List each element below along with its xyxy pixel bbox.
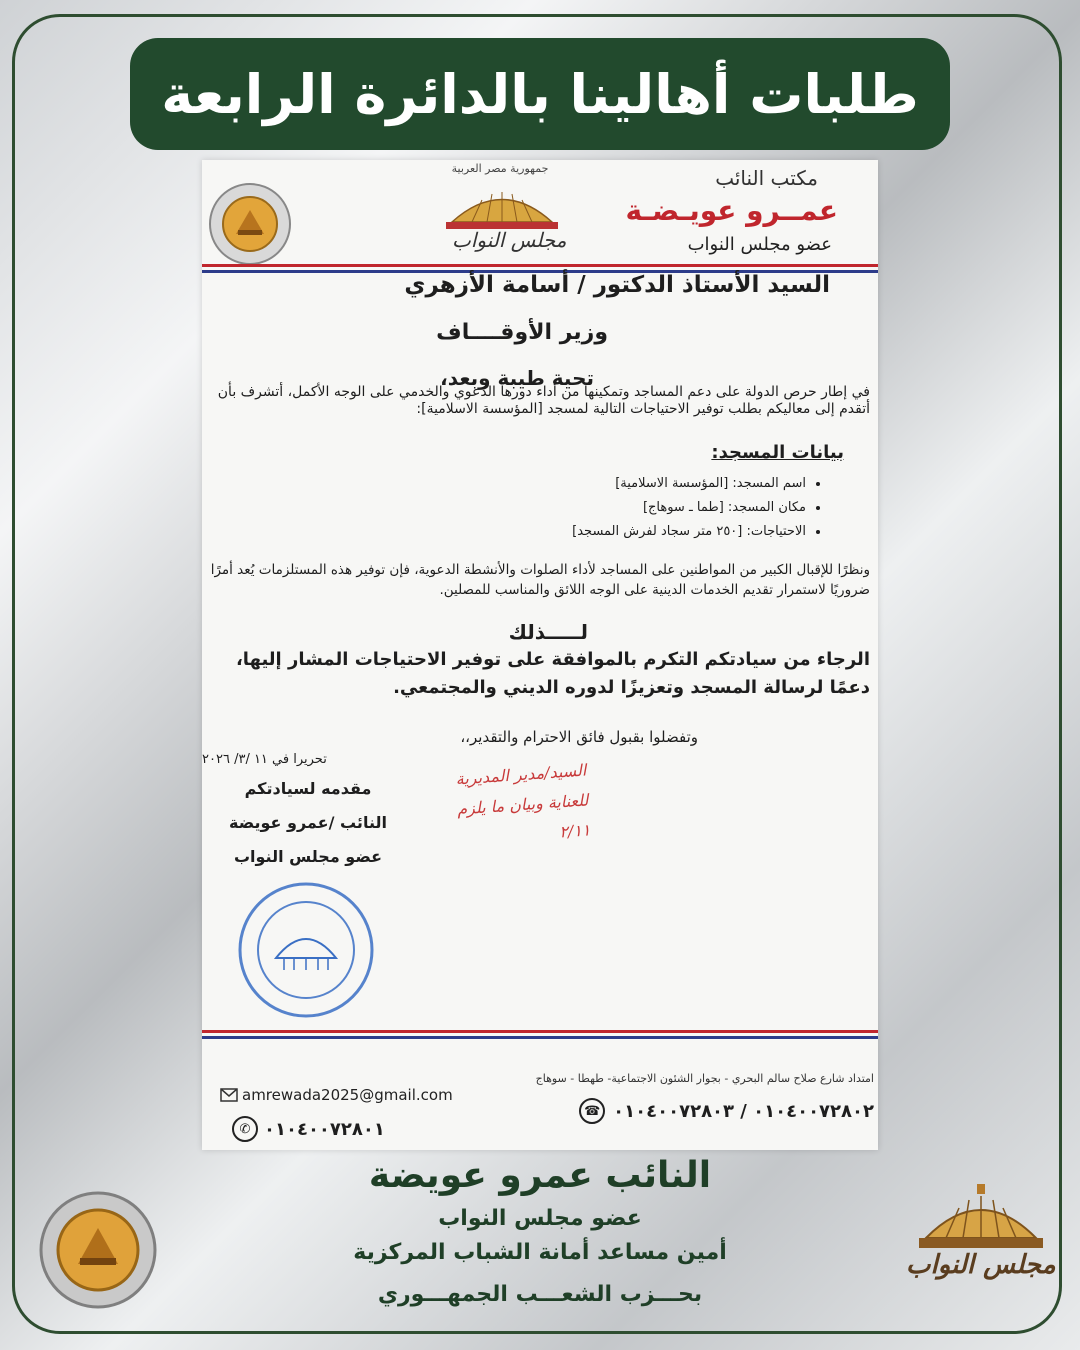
list-item: • الاحتياجات: [٢٥٠ متر سجاد لفرش المسجد] bbox=[572, 520, 806, 544]
footer-whatsapp bbox=[232, 1116, 385, 1142]
therefore-heading: لـــــذلك bbox=[508, 620, 588, 644]
header-divider-red bbox=[202, 264, 878, 267]
sender-line: عضو مجلس النواب bbox=[233, 847, 383, 866]
list-item: • مكان المسجد: [طما ـ سوهاج] bbox=[572, 496, 806, 520]
bottom-line: عضو مجلس النواب bbox=[438, 1206, 642, 1231]
emblem-caption: جمهورية مصر العربية bbox=[451, 162, 549, 175]
section-title: بيانات المسجد: bbox=[711, 442, 844, 463]
footer-divider-red bbox=[202, 1030, 878, 1033]
party-coin-logo-icon bbox=[38, 1190, 158, 1310]
header-member: عضو مجلس النواب bbox=[687, 234, 832, 255]
mail-icon bbox=[220, 1088, 238, 1102]
whatsapp-text: ٠١٠٤٠٠٧٢٨٠١ bbox=[264, 1118, 385, 1140]
bottom-line: بحـــزب الشعـــب الجمهـــوري bbox=[377, 1282, 703, 1307]
greeting: تحية طيبة وبعد، bbox=[440, 366, 594, 390]
handwritten-line: السيد/مدير المديرية bbox=[454, 760, 587, 789]
email-text: amrewada2025@gmail.com bbox=[242, 1086, 453, 1104]
footer-divider-blue bbox=[202, 1036, 878, 1039]
parliament-dome-icon bbox=[432, 182, 572, 232]
header-office: مكتب النائب bbox=[715, 166, 818, 190]
list-item: • اسم المسجد: [المؤسسة الاسلامية] bbox=[572, 472, 806, 496]
phones-text: ٠١٠٤٠٠٧٢٨٠٢ / ٠١٠٤٠٠٧٢٨٠٣ bbox=[613, 1100, 874, 1122]
closing-line: وتفضلوا بقبول فائق الاحترام والتقدير،، bbox=[460, 728, 698, 746]
emblem-calligraphy: مجلس النواب bbox=[452, 228, 567, 252]
bottom-line: أمين مساعد أمانة الشباب المركزية bbox=[353, 1240, 727, 1265]
header-mp-name: عمــرو عويـضـة bbox=[625, 194, 838, 227]
whatsapp-icon: ✆ bbox=[232, 1116, 258, 1142]
handwritten-note bbox=[454, 756, 591, 855]
mosque-details-list bbox=[572, 472, 824, 544]
title-banner: طلبات أهالينا بالدائرة الرابعة bbox=[130, 38, 950, 150]
minister-title: وزير الأوقــــاف bbox=[436, 320, 608, 345]
parliament-logo bbox=[906, 1182, 1056, 1280]
footer-phones bbox=[579, 1098, 874, 1124]
letter-document bbox=[202, 160, 878, 1150]
handwritten-line: للعناية وبيان ما يلزم bbox=[456, 790, 589, 819]
sender-line: مقدمه لسيادتكم bbox=[244, 779, 372, 798]
handwritten-line: ٢/١١ bbox=[558, 820, 592, 842]
footer-address: امتداد شارع صلاح سالم البحري - بجوار الشئون الاجتماعية- طهطا - سوهاج bbox=[535, 1072, 874, 1085]
reason-paragraph: ونظرًا للإقبال الكبير من المواطنين على المساجد لأداء الصلوات والأنشطة الدعوية، فإن توفير هذه المستلزمات يُعد أمرًا ضروريًا لاستمرار تقديم الخدمات الدينية على الوجه اللائق والمناسب للمصلين. bbox=[210, 562, 870, 598]
parliament-dome-icon bbox=[911, 1182, 1051, 1252]
sender-line: النائب /عمرو عويضة bbox=[229, 813, 387, 832]
letter-date: تحريرا في ١١ /٣/ ٢٠٢٦ bbox=[202, 752, 327, 767]
parliament-calligraphy: مجلس النواب bbox=[906, 1250, 1056, 1280]
bottom-mp-name: النائب عمرو عويضة bbox=[368, 1155, 712, 1196]
request-paragraph: الرجاء من سيادتكم التكرم بالموافقة على توفير الاحتياجات المشار إليها، دعمًا لرسالة المسجد وتعزيزًا لدوره الديني والمجتمعي. bbox=[235, 649, 870, 698]
phone-icon: ☎ bbox=[579, 1098, 605, 1124]
addressee: السيد الأستاذ الدكتور / أسامة الأزهري bbox=[404, 272, 830, 298]
official-stamp-icon bbox=[236, 880, 376, 1020]
party-coin-logo-icon bbox=[208, 182, 292, 266]
footer-email bbox=[220, 1086, 453, 1104]
sender-block bbox=[228, 772, 388, 874]
intro-paragraph: في إطار حرص الدولة على دعم المساجد وتمكينها من أداء دورها الدعوي والخدمي على الوجه الأكمل، أتشرف بأن أتقدم إلى معاليكم بطلب توفير الاحتياجات التالية لمسجد [المؤسسة الاسلامية]: bbox=[217, 384, 870, 417]
